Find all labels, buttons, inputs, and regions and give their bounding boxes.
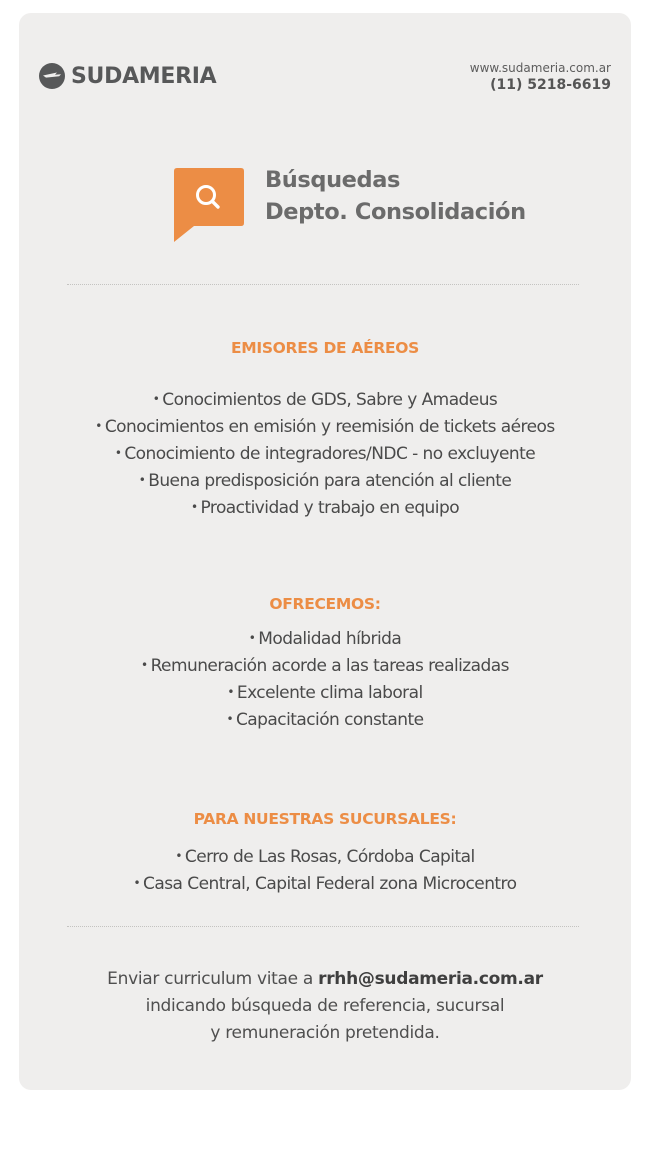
instructions-line-3: y remuneración pretendida. (210, 1023, 440, 1043)
page-title (265, 164, 526, 228)
requirements-list (19, 386, 631, 521)
instructions-line-1: Enviar curriculum vitae a rrhh@sudameria.com.ar (107, 969, 543, 989)
website-link[interactable]: www.sudameria.com.ar (469, 61, 611, 75)
section-sucursales (19, 809, 631, 897)
title-line-1: Búsquedas (265, 167, 401, 193)
job-posting-card (19, 13, 631, 1090)
list-item: • Cerro de Las Rosas, Córdoba Capital (175, 847, 475, 867)
phone-number: (11) 5218-6619 (490, 77, 611, 93)
section-ofrecemos (19, 594, 631, 733)
section-title: PARA NUESTRAS SUCURSALES: (193, 810, 457, 828)
list-item: • Conocimientos de GDS, Sabre y Amadeus (152, 390, 498, 410)
branches-list (19, 843, 631, 897)
section-emisores (19, 338, 631, 521)
brand-logo (38, 62, 216, 90)
application-instructions (19, 966, 631, 1047)
sudameria-logo-icon (38, 62, 66, 90)
search-icon (174, 168, 244, 242)
contact-info (470, 60, 611, 94)
list-item: • Conocimiento de integradores/NDC - no excluyente (114, 444, 536, 464)
instructions-line-2: indicando búsqueda de referencia, sucursal (145, 996, 505, 1016)
list-item: • Capacitación constante (226, 710, 424, 730)
section-title: EMISORES DE AÉREOS (230, 339, 420, 357)
divider-bottom (67, 926, 579, 927)
benefits-list (19, 625, 631, 733)
list-item: • Casa Central, Capital Federal zona Microcentro (133, 874, 517, 894)
list-item: • Buena predisposición para atención al cliente (138, 471, 512, 491)
brand-name: SUDAMERIA (71, 63, 217, 89)
list-item: • Excelente clima laboral (227, 683, 423, 703)
contact-email[interactable]: rrhh@sudameria.com.ar (318, 969, 543, 989)
title-line-2: Depto. Consolidación (265, 199, 526, 225)
list-item: • Proactividad y trabajo en equipo (190, 498, 460, 518)
list-item: • Conocimientos en emisión y reemisión de tickets aéreos (95, 417, 555, 437)
divider-top (67, 284, 579, 285)
section-title: OFRECEMOS: (269, 595, 381, 613)
list-item: • Remuneración acorde a las tareas realizadas (141, 656, 509, 676)
list-item: • Modalidad híbrida (248, 629, 402, 649)
